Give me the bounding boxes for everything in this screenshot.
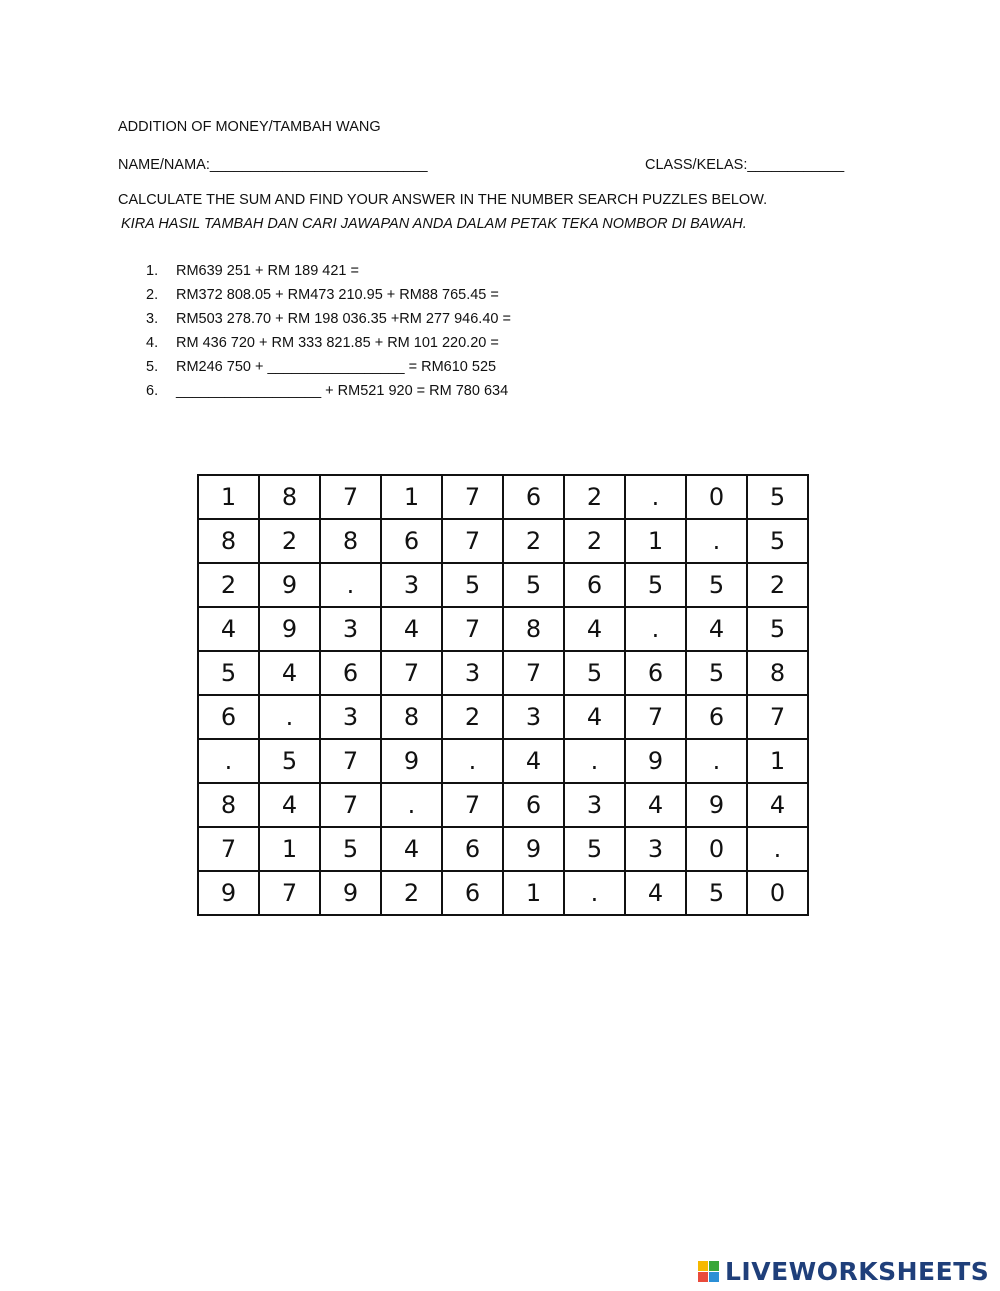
number-search-puzzle: [197, 474, 809, 916]
puzzle-cell[interactable]: 2: [381, 871, 442, 915]
puzzle-cell[interactable]: 9: [686, 783, 747, 827]
puzzle-cell[interactable]: 9: [381, 739, 442, 783]
puzzle-cell[interactable]: 5: [442, 563, 503, 607]
question-text: RM372 808.05 + RM473 210.95 + RM88 765.45 =: [176, 287, 499, 303]
puzzle-cell[interactable]: 6: [686, 695, 747, 739]
question-item: [146, 334, 511, 358]
puzzle-cell[interactable]: 5: [564, 827, 625, 871]
puzzle-cell[interactable]: .: [381, 783, 442, 827]
puzzle-cell[interactable]: 7: [625, 695, 686, 739]
puzzle-cell[interactable]: .: [564, 871, 625, 915]
puzzle-cell[interactable]: 5: [320, 827, 381, 871]
puzzle-cell[interactable]: 7: [381, 651, 442, 695]
question-item: [146, 358, 511, 382]
puzzle-cell[interactable]: 5: [564, 651, 625, 695]
puzzle-cell[interactable]: .: [564, 739, 625, 783]
instructions-malay: KIRA HASIL TAMBAH DAN CARI JAWAPAN ANDA DALAM PETAK TEKA NOMBOR DI BAWAH.: [121, 216, 747, 232]
puzzle-cell[interactable]: 6: [320, 651, 381, 695]
puzzle-cell[interactable]: 5: [686, 651, 747, 695]
puzzle-cell[interactable]: 6: [381, 519, 442, 563]
puzzle-cell[interactable]: 5: [259, 739, 320, 783]
puzzle-cell[interactable]: 3: [442, 651, 503, 695]
question-item: [146, 382, 511, 406]
puzzle-cell[interactable]: 9: [259, 563, 320, 607]
liveworksheets-logo-icon: [698, 1261, 719, 1282]
logo-text: LIVEWORKSHEETS: [725, 1256, 990, 1286]
puzzle-cell[interactable]: 4: [198, 607, 259, 651]
puzzle-row: [198, 695, 808, 739]
puzzle-cell[interactable]: .: [259, 695, 320, 739]
question-item: [146, 310, 511, 334]
puzzle-cell[interactable]: 5: [686, 871, 747, 915]
puzzle-cell[interactable]: .: [686, 519, 747, 563]
puzzle-cell[interactable]: 6: [442, 871, 503, 915]
puzzle-cell[interactable]: 5: [625, 563, 686, 607]
liveworksheets-logo: [698, 1253, 989, 1289]
question-text: RM503 278.70 + RM 198 036.35 +RM 277 946.40 =: [176, 311, 511, 327]
question-item: [146, 262, 511, 286]
puzzle-cell[interactable]: 3: [503, 695, 564, 739]
puzzle-row: [198, 475, 808, 519]
puzzle-row: [198, 827, 808, 871]
question-number: 4.: [146, 335, 159, 351]
puzzle-cell[interactable]: 4: [564, 695, 625, 739]
puzzle-row: [198, 783, 808, 827]
puzzle-row: [198, 871, 808, 915]
puzzle-cell[interactable]: 8: [198, 783, 259, 827]
puzzle-cell[interactable]: 5: [198, 651, 259, 695]
puzzle-cell[interactable]: 2: [259, 519, 320, 563]
puzzle-cell[interactable]: 9: [625, 739, 686, 783]
puzzle-cell[interactable]: 3: [320, 695, 381, 739]
question-text: RM639 251 + RM 189 421 =: [176, 263, 359, 279]
puzzle-cell[interactable]: 3: [320, 607, 381, 651]
puzzle-cell[interactable]: 3: [564, 783, 625, 827]
puzzle-cell[interactable]: 7: [442, 519, 503, 563]
puzzle-cell[interactable]: 7: [503, 651, 564, 695]
puzzle-cell[interactable]: 6: [625, 651, 686, 695]
puzzle-cell[interactable]: 4: [503, 739, 564, 783]
puzzle-row: [198, 563, 808, 607]
puzzle-cell[interactable]: 7: [320, 475, 381, 519]
question-text: RM246 750 + _________________ = RM610 525: [176, 359, 497, 375]
question-number: 1.: [146, 263, 159, 279]
puzzle-cell[interactable]: 3: [625, 827, 686, 871]
puzzle-cell[interactable]: 3: [381, 563, 442, 607]
puzzle-cell[interactable]: 2: [198, 563, 259, 607]
puzzle-row: [198, 607, 808, 651]
worksheet-title: ADDITION OF MONEY/TAMBAH WANG: [118, 119, 381, 135]
puzzle-cell[interactable]: 8: [503, 607, 564, 651]
puzzle-cell[interactable]: 8: [198, 519, 259, 563]
question-number: 6.: [146, 383, 159, 399]
puzzle-cell[interactable]: 8: [259, 475, 320, 519]
puzzle-cell[interactable]: 4: [259, 783, 320, 827]
puzzle-row: [198, 739, 808, 783]
puzzle-cell[interactable]: 9: [320, 871, 381, 915]
instructions-english: CALCULATE THE SUM AND FIND YOUR ANSWER IN THE NUMBER SEARCH PUZZLES BELOW.: [118, 192, 768, 208]
puzzle-cell[interactable]: 4: [564, 607, 625, 651]
puzzle-row: [198, 519, 808, 563]
puzzle-cell[interactable]: 2: [564, 519, 625, 563]
puzzle-cell[interactable]: 6: [442, 827, 503, 871]
puzzle-cell[interactable]: 4: [381, 607, 442, 651]
puzzle-cell[interactable]: 1: [503, 871, 564, 915]
puzzle-cell[interactable]: 8: [320, 519, 381, 563]
puzzle-cell[interactable]: 5: [747, 475, 808, 519]
puzzle-cell[interactable]: 5: [686, 563, 747, 607]
puzzle-cell[interactable]: 2: [564, 475, 625, 519]
puzzle-cell[interactable]: 7: [442, 607, 503, 651]
puzzle-cell[interactable]: 1: [198, 475, 259, 519]
puzzle-row: [198, 651, 808, 695]
puzzle-cell[interactable]: 4: [625, 783, 686, 827]
puzzle-cell[interactable]: 1: [259, 827, 320, 871]
puzzle-cell[interactable]: 6: [198, 695, 259, 739]
name-field[interactable]: NAME/NAMA:___________________________: [118, 157, 428, 173]
puzzle-cell[interactable]: 4: [747, 783, 808, 827]
question-text: RM 436 720 + RM 333 821.85 + RM 101 220.20 =: [176, 335, 499, 351]
puzzle-cell[interactable]: 7: [259, 871, 320, 915]
logo-badge-square: [698, 1261, 708, 1271]
question-item: [146, 286, 511, 310]
puzzle-cell[interactable]: 6: [564, 563, 625, 607]
puzzle-cell[interactable]: 6: [503, 475, 564, 519]
logo-badge-square: [698, 1272, 708, 1282]
question-text: __________________ + RM521 920 = RM 780 634: [176, 383, 509, 399]
puzzle-cell[interactable]: .: [747, 827, 808, 871]
puzzle-cell[interactable]: 4: [625, 871, 686, 915]
puzzle-cell[interactable]: 8: [381, 695, 442, 739]
puzzle-cell[interactable]: .: [686, 739, 747, 783]
puzzle-cell[interactable]: 4: [686, 607, 747, 651]
puzzle-cell[interactable]: 0: [747, 871, 808, 915]
puzzle-cell[interactable]: 2: [442, 695, 503, 739]
puzzle-cell[interactable]: 5: [747, 607, 808, 651]
puzzle-cell[interactable]: 1: [381, 475, 442, 519]
puzzle-cell[interactable]: 7: [442, 475, 503, 519]
puzzle-cell[interactable]: 1: [747, 739, 808, 783]
puzzle-cell[interactable]: 9: [503, 827, 564, 871]
puzzle-cell[interactable]: 5: [747, 519, 808, 563]
puzzle-cell[interactable]: 7: [320, 739, 381, 783]
puzzle-cell[interactable]: 5: [503, 563, 564, 607]
puzzle-cell[interactable]: .: [625, 607, 686, 651]
puzzle-cell[interactable]: 7: [442, 783, 503, 827]
question-number: 2.: [146, 287, 159, 303]
puzzle-cell[interactable]: .: [198, 739, 259, 783]
puzzle-cell[interactable]: 0: [686, 475, 747, 519]
puzzle-cell[interactable]: 9: [198, 871, 259, 915]
puzzle-cell[interactable]: 4: [381, 827, 442, 871]
class-field[interactable]: CLASS/KELAS:____________: [645, 157, 845, 173]
puzzle-cell[interactable]: 0: [686, 827, 747, 871]
logo-badge-square: [709, 1261, 719, 1271]
puzzle-cell[interactable]: 7: [747, 695, 808, 739]
puzzle-cell[interactable]: 9: [259, 607, 320, 651]
puzzle-cell[interactable]: 4: [259, 651, 320, 695]
puzzle-cell[interactable]: 7: [320, 783, 381, 827]
puzzle-cell[interactable]: 7: [198, 827, 259, 871]
question-number: 3.: [146, 311, 159, 327]
question-list: [146, 262, 511, 406]
puzzle-cell[interactable]: 6: [503, 783, 564, 827]
logo-badge-square: [709, 1272, 719, 1282]
question-number: 5.: [146, 359, 159, 375]
puzzle-cell[interactable]: 2: [747, 563, 808, 607]
puzzle-cell[interactable]: 2: [503, 519, 564, 563]
puzzle-cell[interactable]: .: [442, 739, 503, 783]
puzzle-cell[interactable]: 1: [625, 519, 686, 563]
puzzle-cell[interactable]: 8: [747, 651, 808, 695]
puzzle-cell[interactable]: .: [320, 563, 381, 607]
puzzle-cell[interactable]: .: [625, 475, 686, 519]
